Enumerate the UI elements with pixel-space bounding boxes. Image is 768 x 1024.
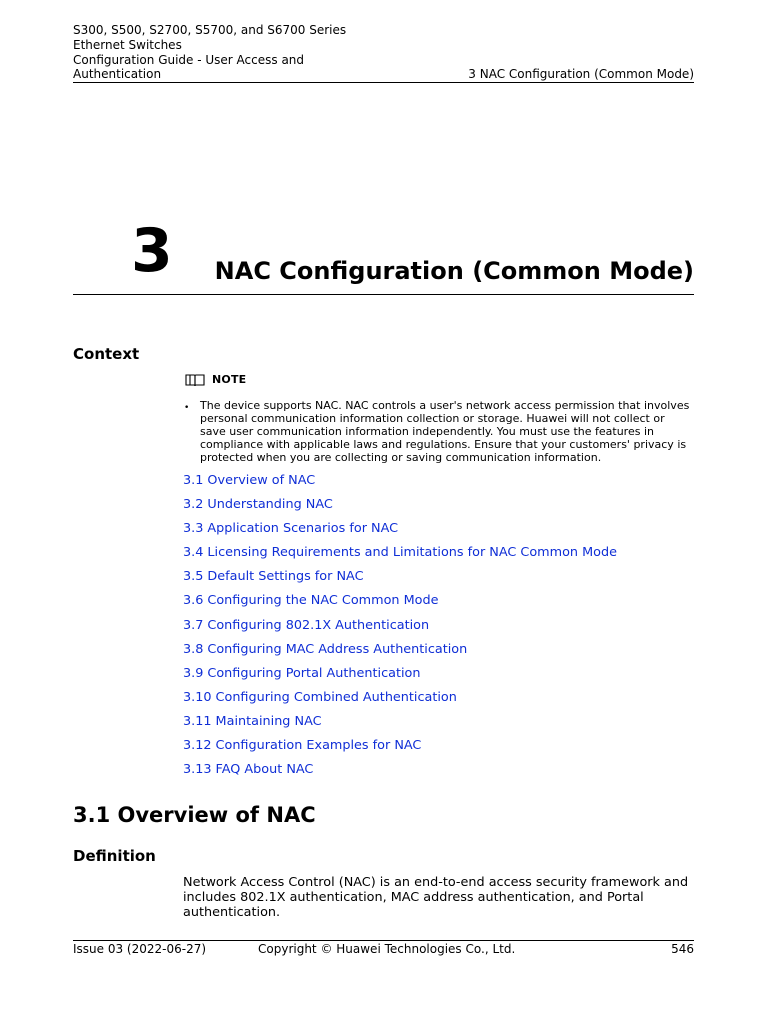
toc-link-3-2[interactable]: 3.2 Understanding NAC <box>183 497 333 513</box>
section-heading: 3.1 Overview of NAC <box>73 803 316 827</box>
chapter-title: NAC Configuration (Common Mode) <box>214 257 694 285</box>
toc-link-3-13[interactable]: 3.13 FAQ About NAC <box>183 762 314 778</box>
header-chapter-ref: 3 NAC Configuration (Common Mode) <box>468 67 694 81</box>
chapter-number: 3 <box>131 216 173 286</box>
footer-copyright: Copyright © Huawei Technologies Co., Ltd. <box>258 942 516 956</box>
note-label <box>184 372 246 387</box>
footer-issue: Issue 03 (2022-06-27) <box>73 942 207 956</box>
footer-page-number: 546 <box>671 942 694 956</box>
book-icon <box>184 373 206 387</box>
definition-paragraph: Network Access Control (NAC) is an end-to-end access security framework and includes 802.1X authentication, MAC address authentication, and Portal authentication. <box>183 875 689 920</box>
toc-link-3-1[interactable]: 3.1 Overview of NAC <box>183 473 316 488</box>
toc-link-3-5[interactable]: 3.5 Default Settings for NAC <box>183 569 364 585</box>
note-body: The device supports NAC. NAC controls a user's network access permission that involves personal communication information collection or storage. Huawei will not collect or save user communication information independently. You must use the features in compliance with applicable laws and regulations. Ensure that your customers' privacy is protected when you are collecting or saving communication information. <box>200 399 690 464</box>
context-heading: Context <box>73 345 140 363</box>
toc-link-3-10[interactable]: 3.10 Configuring Combined Authentication <box>183 689 457 705</box>
header-product-line-3: Configuration Guide - User Access and <box>73 53 305 67</box>
toc-link-3-9[interactable]: 3.9 Configuring Portal Authentication <box>183 665 421 681</box>
note-label-text: NOTE <box>212 373 247 386</box>
note-bullet: • <box>184 403 190 413</box>
toc-link-3-8[interactable]: 3.8 Configuring MAC Address Authentication <box>183 641 468 657</box>
toc-link-3-7[interactable]: 3.7 Configuring 802.1X Authentication <box>183 617 430 633</box>
header-divider <box>73 82 694 83</box>
chapter-title-divider <box>73 294 694 295</box>
toc-link-3-12[interactable]: 3.12 Configuration Examples for NAC <box>183 738 422 754</box>
header-product-line-4: Authentication <box>73 67 162 81</box>
header-product-line-2: Ethernet Switches <box>73 38 182 52</box>
footer-divider <box>73 940 694 941</box>
definition-heading: Definition <box>73 847 156 865</box>
toc-link-3-11[interactable]: 3.11 Maintaining NAC <box>183 713 322 729</box>
toc-link-3-6[interactable]: 3.6 Configuring the NAC Common Mode <box>183 593 439 609</box>
toc-link-3-3[interactable]: 3.3 Application Scenarios for NAC <box>183 521 399 537</box>
header-product-line-1: S300, S500, S2700, S5700, and S6700 Series <box>73 23 347 37</box>
toc-list <box>183 470 617 783</box>
toc-link-3-4[interactable]: 3.4 Licensing Requirements and Limitations for NAC Common Mode <box>183 545 617 561</box>
